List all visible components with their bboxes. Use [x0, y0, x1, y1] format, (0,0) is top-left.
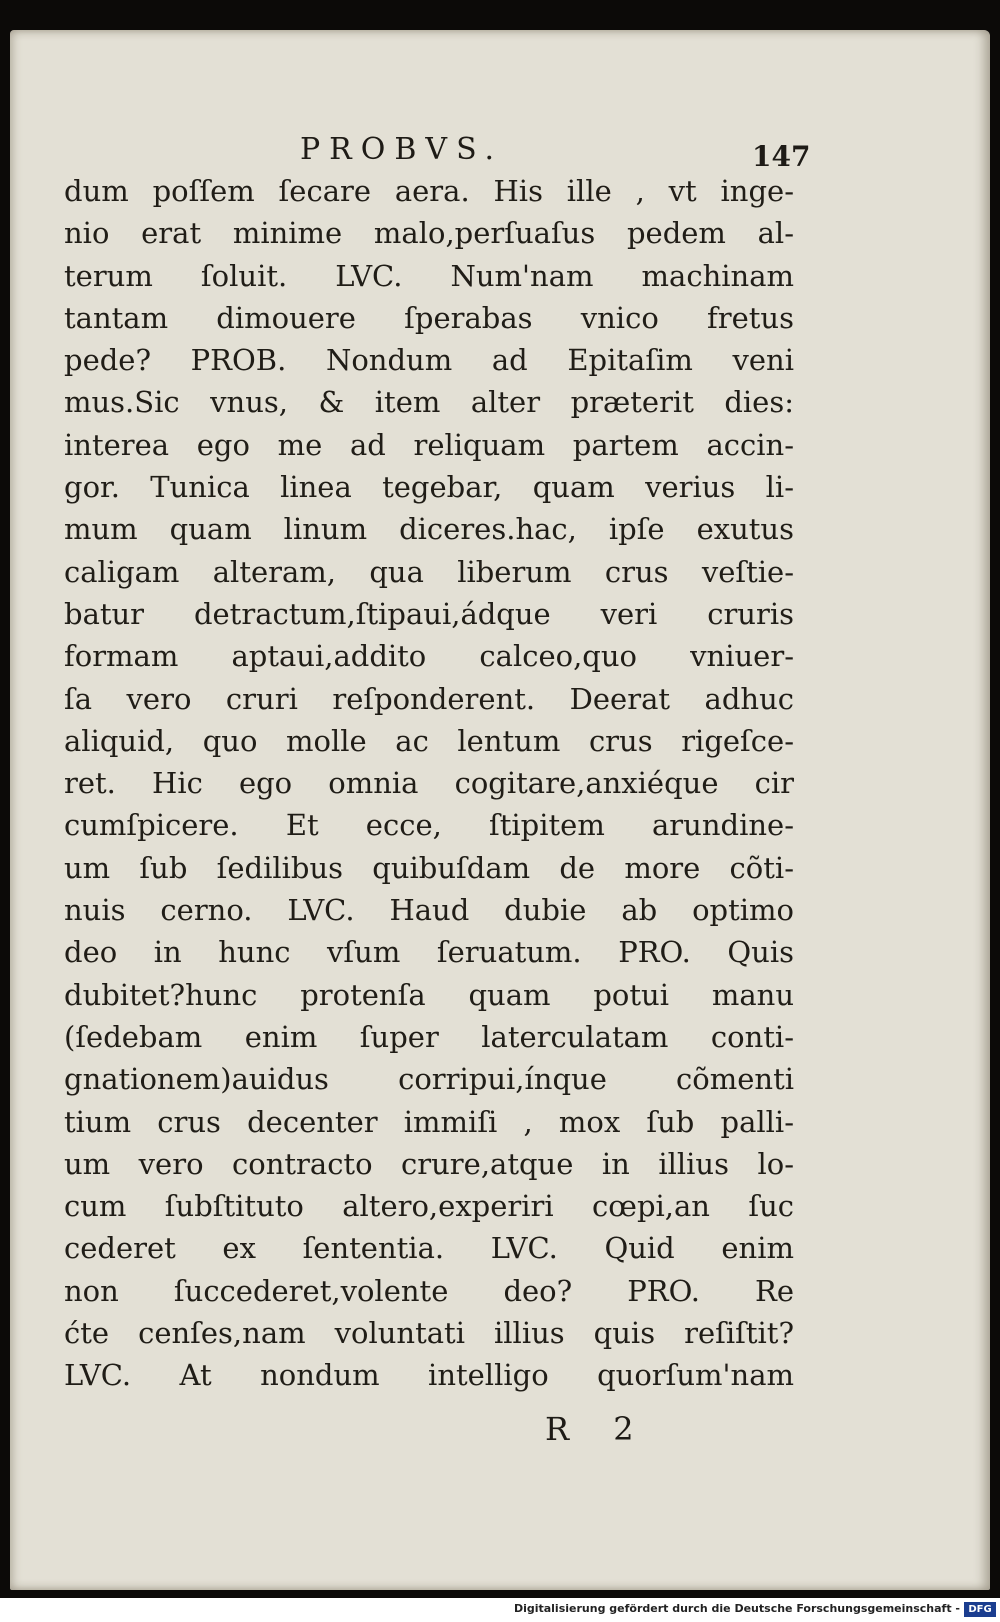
text-line: tium crus decenter immiſi , mox ſub palli-: [64, 1104, 794, 1139]
dfg-logo: DFG: [964, 1602, 996, 1617]
text-line: mus.Sic vnus, & item alter præterit dies:: [64, 385, 794, 420]
text-line: cederet ex ſententia. LVC. Quid enim: [64, 1231, 794, 1266]
text-line: um ſub ſedilibus quibuſdam de more cõti-: [64, 850, 794, 885]
text-line: gnationem)auidus corripui,ínque cõmenti: [64, 1062, 794, 1097]
page-number: 147: [752, 140, 811, 173]
text-line: dum poſſem ſecare aera. His ille , vt inge-: [64, 174, 794, 208]
text-line: gor. Tunica linea tegebar, quam verius li-: [64, 470, 794, 505]
body-text: [64, 170, 794, 1397]
running-head: PROBVS.: [300, 132, 504, 167]
text-line: pede? PROB. Nondum ad Epitaſim veni: [64, 343, 794, 378]
text-line: ćte cenſes,nam voluntati illius quis reſiſtit?: [64, 1316, 794, 1351]
footer-credit: Digitalisierung gefördert durch die Deutsche Forschungsgemeinschaft -: [513, 1602, 960, 1615]
text-line: ret. Hic ego omnia cogitare,anxiéque cir: [64, 766, 794, 801]
text-line: cumſpicere. Et ecce, ſtipitem arundine-: [64, 808, 794, 843]
text-line: nio erat minime malo,perſuaſus pedem al-: [64, 216, 794, 251]
text-line: nuis cerno. LVC. Haud dubie ab optimo: [64, 893, 794, 928]
text-line: cum ſubſtituto altero,experiri cœpi,an ſuc: [64, 1189, 794, 1224]
text-line: tantam dimouere ſperabas vnico fretus: [64, 300, 794, 335]
signature-mark: R 2: [545, 1410, 634, 1448]
text-line: terum ſoluit. LVC. Num'nam machinam: [64, 258, 794, 293]
footer-bar: [0, 1598, 1000, 1622]
text-line: (ſedebam enim ſuper laterculatam conti-: [64, 1019, 794, 1054]
text-line: interea ego me ad reliquam partem accin-: [64, 427, 794, 462]
text-line: formam aptaui,addito calceo,quo vniuer-: [64, 639, 794, 674]
text-line: caligam alteram, qua liberum crus veſtie-: [64, 554, 794, 589]
text-line: dubitet?hunc protenſa quam potui manu: [64, 977, 794, 1012]
text-line: LVC. At nondum intelligo quorſum'nam: [64, 1358, 794, 1393]
text-line: mum quam linum diceres.hac, ipſe exutus: [64, 512, 794, 547]
text-line: deo in hunc vſum ſeruatum. PRO. Quis: [64, 935, 794, 970]
text-line: aliquid, quo molle ac lentum crus rigeſce-: [64, 723, 794, 758]
text-line: um vero contracto crure,atque in illius lo-: [64, 1146, 794, 1181]
text-line: batur detractum,ſtipaui,ádque veri cruris: [64, 596, 794, 631]
text-line: ſa vero cruri reſponderent. Deerat adhuc: [64, 681, 794, 716]
text-line: non ſuccederet,volente deo? PRO. Re: [64, 1273, 794, 1308]
